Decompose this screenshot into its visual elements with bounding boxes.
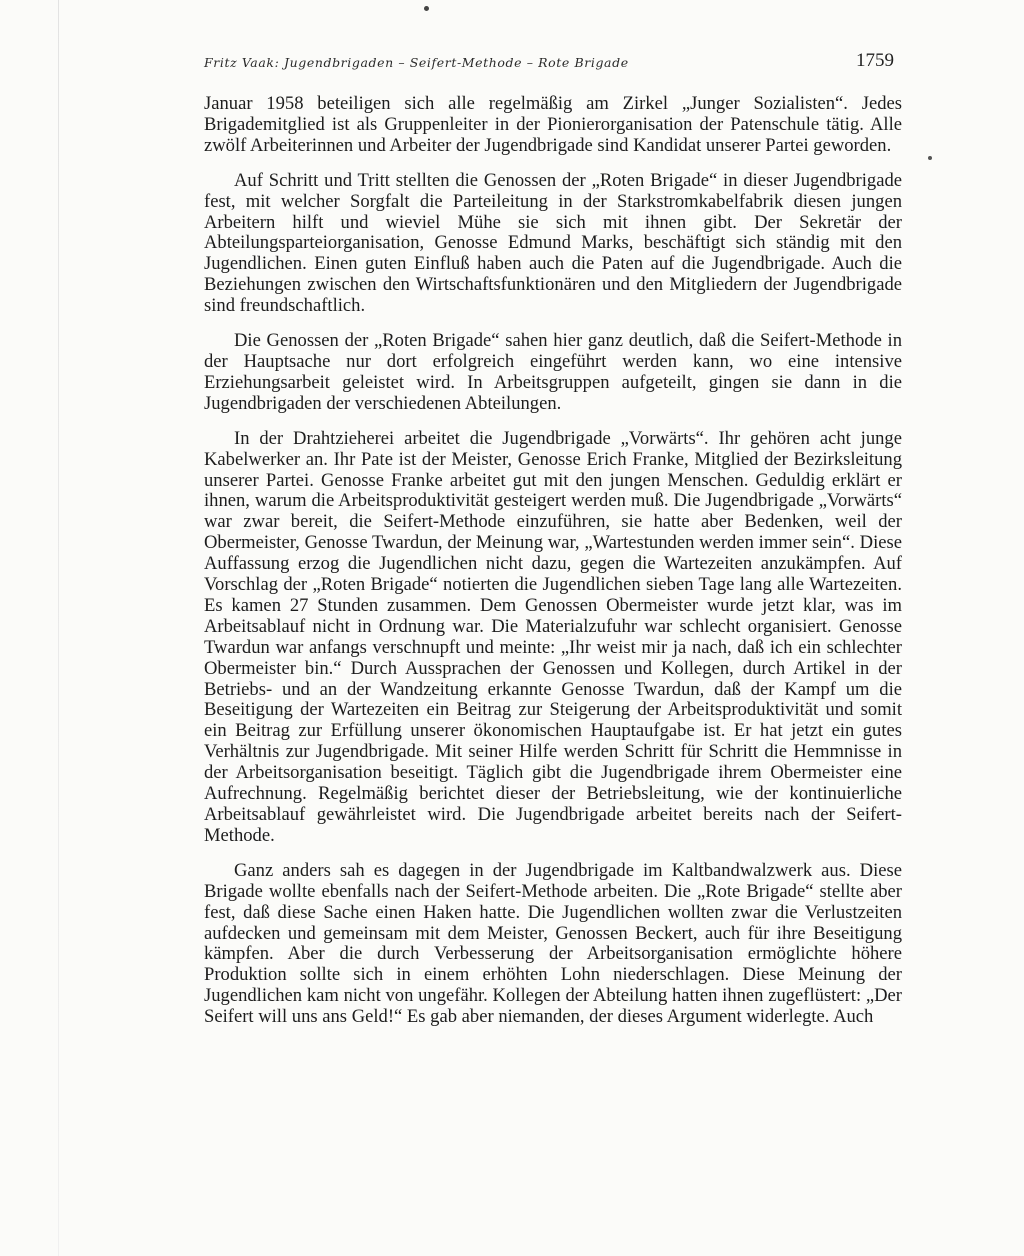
ink-speck bbox=[928, 156, 932, 160]
ink-speck bbox=[424, 6, 429, 11]
page-number: 1759 bbox=[856, 50, 894, 71]
paragraph: Januar 1958 beteiligen sich alle regelmäßig am Zirkel „Junger Sozialisten“. Jedes Brigademitglied ist als Gruppenleiter in der Pionierorganisation der Patenschule tätig. Alle zwölf Arbeiterinnen und Arbeiter der Jugendbrigade sind Kandidat unserer Partei geworden. bbox=[204, 93, 902, 156]
paragraph: Auf Schritt und Tritt stellten die Genossen der „Roten Brigade“ in dieser Jugendbrigade fest, mit welcher Sorgfalt die Parteileitung in der Starkstromkabelfabrik diesen jungen Arbeitern hilft und wieviel Mühe sie sich mit ihnen gibt. Der Sekretär der Abteilungsparteiorganisation, Genosse Edmund Marks, beschäftigt sich ständig mit den Jugendlichen. Einen guten Einfluß haben auch die Paten auf die Jugendbrigade. Auch die Beziehungen zwischen den Wirtschaftsfunktionären und den Mitgliedern der Jugendbrigade sind freundschaftlich. bbox=[204, 169, 902, 317]
page-header bbox=[204, 50, 894, 80]
paragraph: In der Drahtzieherei arbeitet die Jugendbrigade „Vorwärts“. Ihr gehören acht junge Kabelwerker an. Ihr Pate ist der Meister, Genosse Erich Franke, Mitglied der Bezirksleitung unserer Partei. Genosse Franke arbeitet gut mit den jungen Menschen. Geduldig erklärt er ihnen, warum die Arbeitsproduktivität gesteigert werden muß. Die Jugendbrigade „Vorwärts“ war zwar bereit, die Seifert-Methode einzuführen, sie hatte aber Bedenken, weil der Obermeister, Genosse Twardun, der Meinung war, „Wartestunden werden immer sein“. Diese Auffassung erzog die Jugendlichen nicht dazu, gegen die Wartezeiten anzukämpfen. Auf Vorschlag der „Roten Brigade“ notierten die Jugendlichen sieben Tage lang alle Wartezeiten. Es kamen 27 Stunden zusammen. Dem Genossen Obermeister wurde jetzt klar, was im Arbeitsablauf nicht in Ordnung war. Die Materialzufuhr war schlecht organisiert. Genosse Twardun war anfangs verschnupft und meinte: „Ihr weist mir ja nach, daß ich ein schlechter Obermeister bin.“ Durch Aussprachen der Genossen und Kollegen, durch Artikel in der Betriebs- und an der Wandzeitung erkannte Genosse Twardun, daß der Kampf um die Beseitigung der Wartezeiten ein Beitrag zur Steigerung der Arbeitsproduktivität und somit ein Beitrag zur Erfüllung unserer ökonomischen Hauptaufgabe ist. Er hat jetzt ein gutes Verhältnis zur Jugendbrigade. Mit seiner Hilfe werden Schritt für Schritt die Hemmnisse in der Arbeitsorganisation beseitigt. Täglich gibt die Jugendbrigade ihrem Obermeister eine Aufrechnung. Regelmäßig berichtet dieser der Betriebsleitung, wie der kontinuierliche Arbeitsablauf gewährleistet wird. Die Jugendbrigade arbeitet bereits nach der Seifert-Methode. bbox=[204, 427, 902, 846]
page-edge-shadow bbox=[58, 0, 59, 1256]
running-title: Fritz Vaak: Jugendbrigaden – Seifert-Methode – Rote Brigade bbox=[204, 55, 629, 70]
body-text bbox=[204, 94, 902, 1042]
paragraph: Die Genossen der „Roten Brigade“ sahen hier ganz deutlich, daß die Seifert-Methode in der Hauptsache nur dort erfolgreich eingeführt werden kann, wo eine intensive Erziehungsarbeit geleistet wird. In Arbeitsgruppen aufgeteilt, gingen sie dann in die Jugendbrigaden der verschiedenen Abteilungen. bbox=[204, 330, 902, 414]
paragraph: Ganz anders sah es dagegen in der Jugendbrigade im Kaltbandwalzwerk aus. Diese Brigade wollte ebenfalls nach der Seifert-Methode arbeiten. Die „Rote Brigade“ stellte aber fest, daß diese Sache einen Haken hatte. Die Jugendlichen wollten zwar die Verlustzeiten aufdecken und gemeinsam mit dem Meister, Genossen Beckert, auch für ihre Beseitigung kämpfen. Aber die durch Verbesserung der Arbeitsorganisation ermöglichte höhere Produktion sollte sich in einem erhöhten Lohn niederschlagen. Diese Meinung der Jugendlichen kam nicht von ungefähr. Kollegen der Abteilung hatten ihnen zugeflüstert: „Der Seifert will uns ans Geld!“ Es gab aber niemanden, der dieses Argument widerlegte. Auch bbox=[204, 859, 902, 1028]
